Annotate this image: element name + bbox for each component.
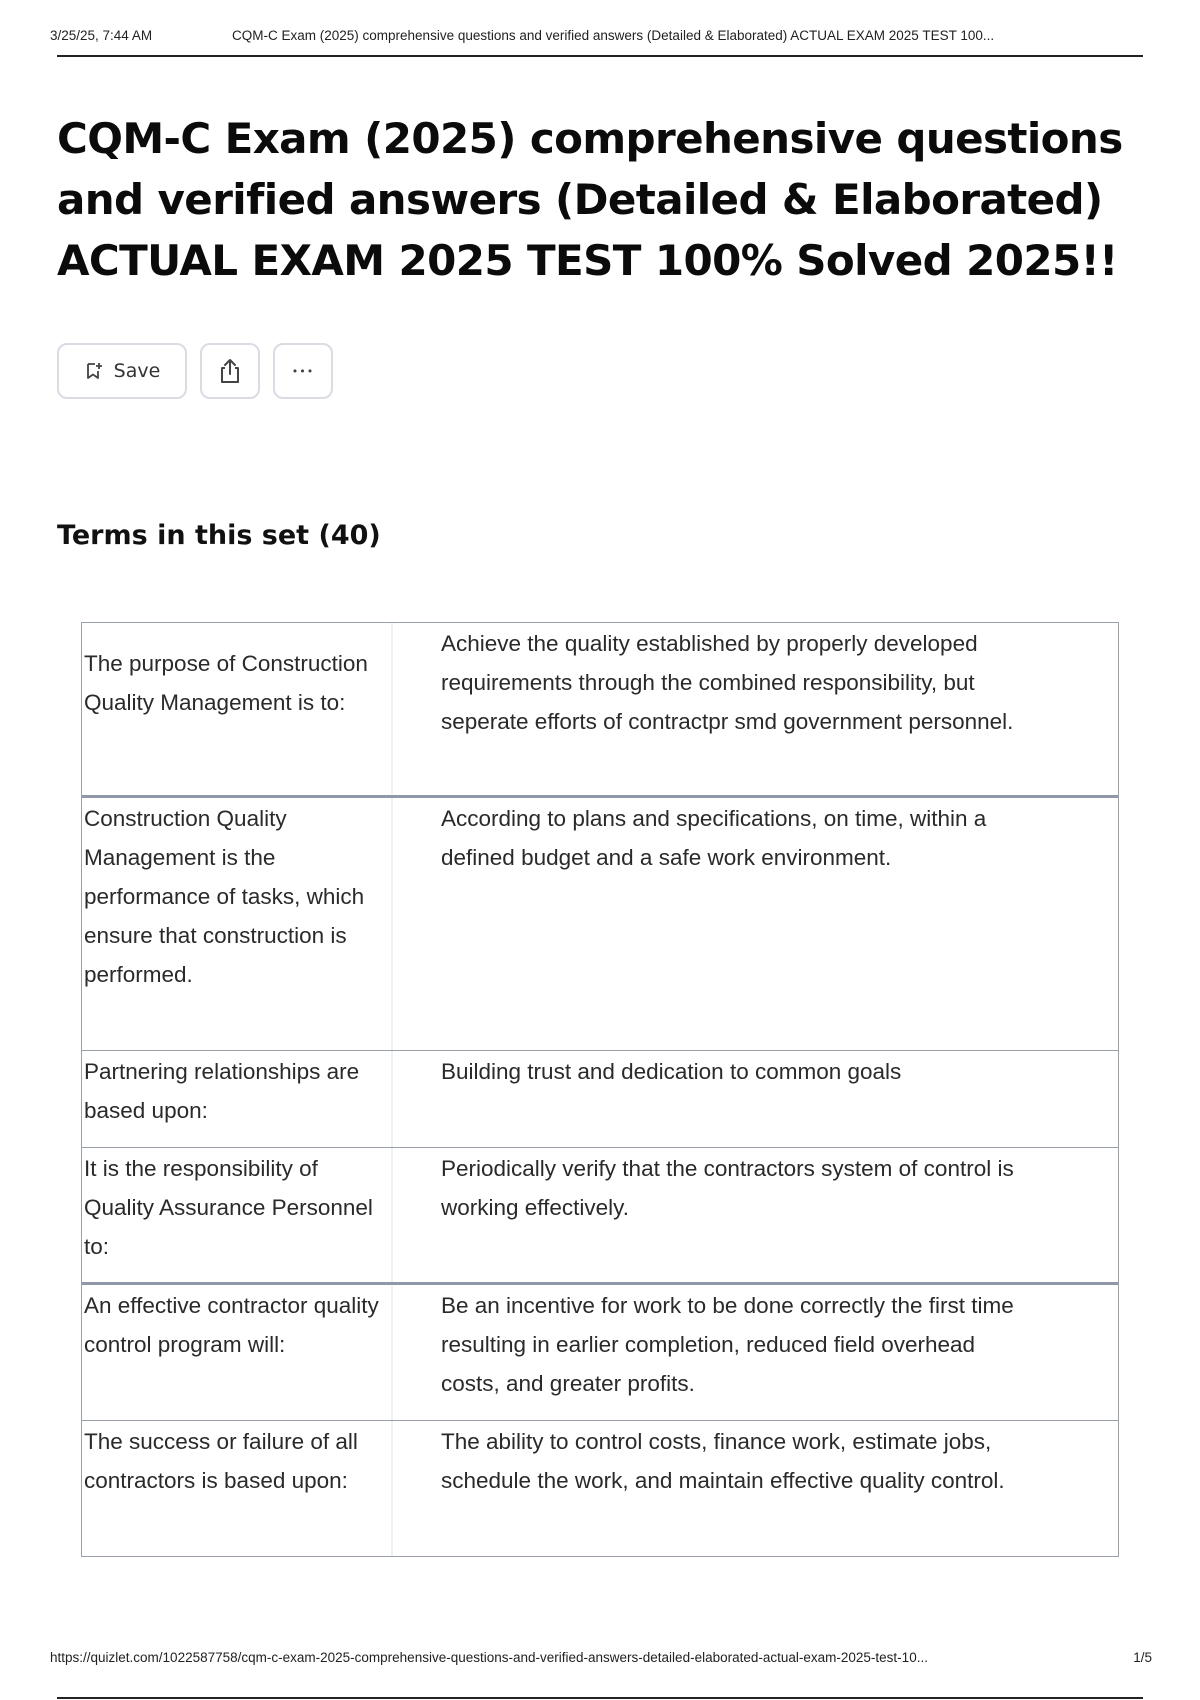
print-footer [50,1650,1152,1665]
more-icon: ••• [291,364,315,378]
term-text: Construction Quality Management is the performance of tasks, which ensure that construction is performed. [82,798,393,1050]
term-text: Partnering relationships are based upon: [82,1051,393,1147]
definition-text: Achieve the quality established by properly developed requirements through the combined responsibility, but seperate efforts of contractpr smd government personnel. [441,631,1014,734]
more-options-button[interactable] [273,343,333,399]
definition-text: Be an incentive for work to be done correctly the first time resulting in earlier completion, reduced field overhead costs, and greater profits. [441,1293,1014,1396]
term-row [82,1421,1118,1556]
term-row [82,623,1118,798]
page-url: https://quizlet.com/1022587758/cqm-c-exam-2025-comprehensive-questions-and-verified-answers-detailed-elaborated-actual-exam-2025-test-10... [50,1650,928,1665]
page-number: 1/5 [1133,1650,1152,1665]
term-text: The success or failure of all contractors is based upon: [82,1421,393,1556]
page-title: CQM-C Exam (2025) comprehensive questions and verified answers (Detailed & Elaborated) ACTUAL EXAM 2025 TEST 100% Solved 2025!! [57,114,1123,285]
term-text: An effective contractor quality control program will: [82,1285,393,1420]
terms-table [81,622,1119,1557]
save-label: Save [113,360,161,382]
definition-text: Building trust and dedication to common goals [441,1059,902,1084]
share-icon [217,357,243,385]
print-header [50,28,1143,43]
terms-heading: Terms in this set (40) [57,520,381,551]
share-button[interactable] [200,343,260,399]
definition-text: Periodically verify that the contractors system of control is working effectively. [441,1156,1014,1220]
definition-text: According to plans and specifications, on time, within a defined budget and a safe work environment. [441,806,987,870]
set-toolbar [57,343,333,399]
footer-divider [57,1697,1143,1699]
bookmark-add-icon [84,361,104,381]
print-doc-title: CQM-C Exam (2025) comprehensive questions and verified answers (Detailed & Elaborated) ACTUAL EXAM 2025 TEST 100... [232,28,995,43]
term-row [82,1148,1118,1285]
header-divider [57,55,1143,57]
term-text: The purpose of Construction Quality Management is to: [82,623,393,795]
term-row [82,1051,1118,1148]
term-row [82,1285,1118,1421]
print-datetime: 3/25/25, 7:44 AM [50,28,153,43]
term-row [82,798,1118,1051]
definition-text: The ability to control costs, finance work, estimate jobs, schedule the work, and maintain effective quality control. [441,1429,1005,1493]
term-text: It is the responsibility of Quality Assurance Personnel to: [82,1148,393,1282]
save-button[interactable] [57,343,187,399]
